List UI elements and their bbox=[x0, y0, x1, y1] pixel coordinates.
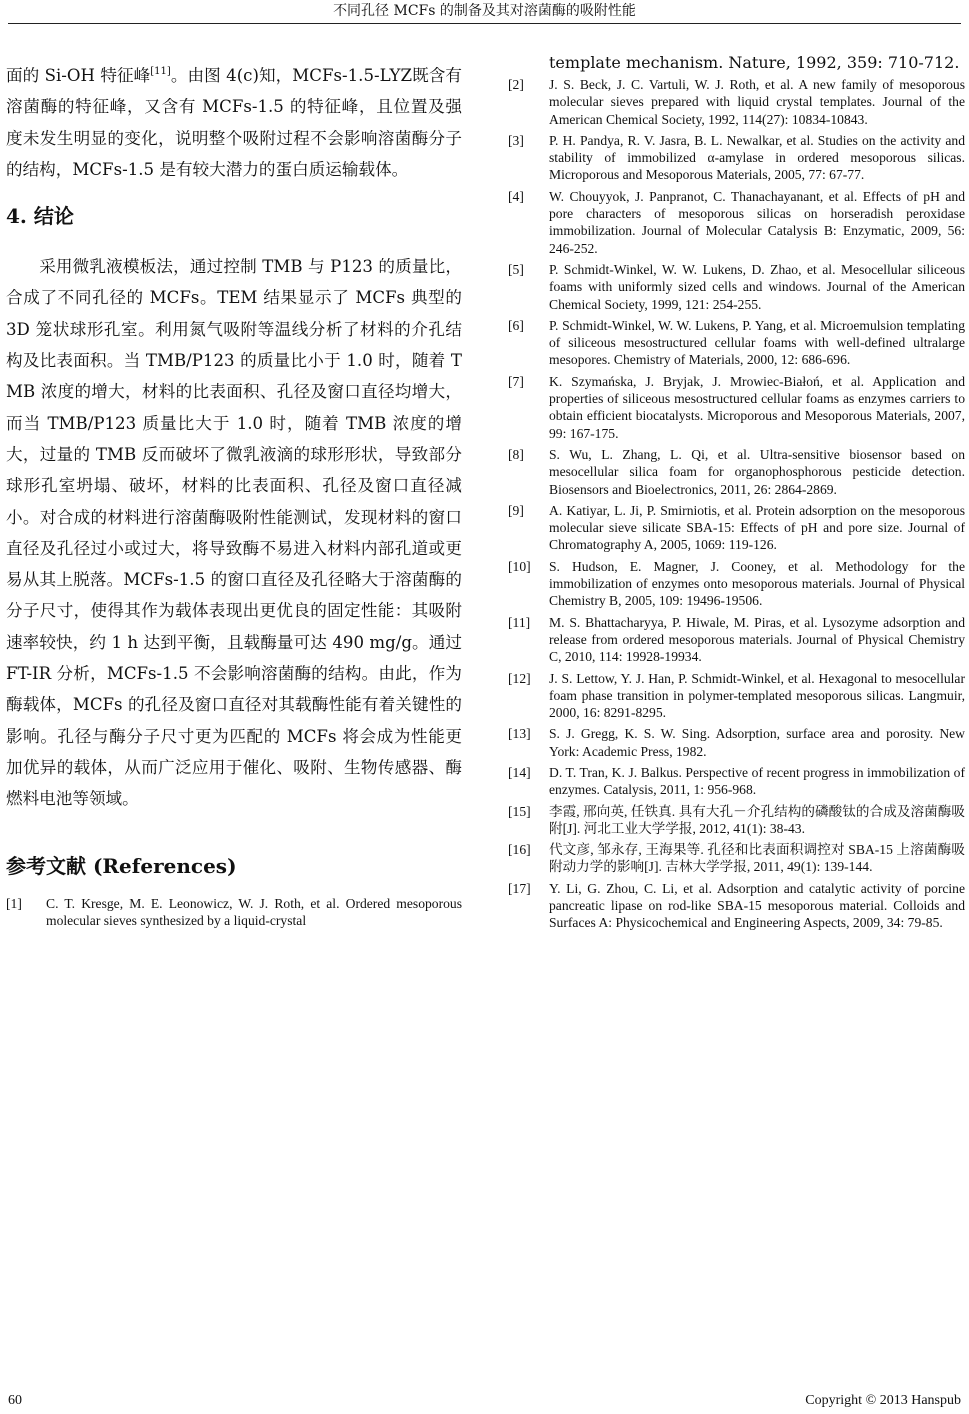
references-title: 参考文献 (References) bbox=[6, 853, 237, 878]
reference-text: P. Schmidt-Winkel, W. W. Lukens, P. Yang, et al. Microemulsion templating of siliceous mesostructured cellular foams with well-defined ultralarge mesopores. Chemistry of Materials, 2000, 12: 686-696. bbox=[549, 317, 965, 368]
reference-number: [8] bbox=[508, 446, 524, 462]
reference-item bbox=[508, 614, 965, 666]
reference-item bbox=[508, 670, 965, 722]
reference-number: [16] bbox=[508, 842, 531, 858]
reference-text: C. T. Kresge, M. E. Leonowicz, W. J. Roth, et al. Ordered mesoporous molecular sieves synthesized by a liquid-crystal bbox=[46, 895, 462, 928]
reference-number: [11] bbox=[508, 614, 531, 630]
citation-link[interactable]: [11] bbox=[150, 66, 171, 77]
reference-text: K. Szymańska, J. Bryjak, J. Mrowiec-Białoń, et al. Application and properties of siliceous mesostructured cellular foams as enzymes carriers to obtain efficient biocatalysts. Microporous and Mesoporous Materials, 2007, 99: 167-175. bbox=[549, 373, 965, 441]
left-column bbox=[6, 60, 462, 933]
intro-rest: 。由图 4(c)知，MCFs-1.5-LYZ既含有溶菌酶的特征峰，又含有 MCFs-1.5 的特征峰，且位置及强度未发生明显的变化，说明整个吸附过程不会影响溶菌酶分子的结构，MCFs-1.5 是有较大潜力的蛋白质运输载体。 bbox=[6, 66, 462, 179]
reference-item bbox=[508, 841, 965, 876]
reference-number: [6] bbox=[508, 317, 524, 333]
reference-number: [9] bbox=[508, 502, 524, 518]
reference-text: S. J. Gregg, K. S. W. Sing. Adsorption, surface area and porosity. New York: Academic Press, 1982. bbox=[549, 726, 965, 759]
copyright: Copyright © 2013 Hanspub bbox=[805, 1393, 961, 1408]
reference-number: [12] bbox=[508, 670, 531, 686]
reference-item bbox=[508, 317, 965, 369]
page-number: 60 bbox=[8, 1393, 22, 1408]
reference-item bbox=[508, 558, 965, 610]
reference-item bbox=[508, 373, 965, 442]
reference-item bbox=[508, 502, 965, 554]
reference-text: W. Chouyyok, J. Panpranot, C. Thanachayanant, et al. Effects of pH and pore characters of mesoporous silicas on horseradish peroxidase immobilization. Journal of Molecular Catalysis B: Enzymatic, 2009, 56: 246-252. bbox=[549, 188, 965, 256]
intro-paragraph bbox=[6, 60, 462, 185]
reference-number: [5] bbox=[508, 261, 524, 277]
reference-text: S. Hudson, E. Magner, J. Cooney, et al. Methodology for the immobilization of enzymes onto mesoporous materials. Journal of Physical Chemistry B, 2005, 109: 19496-19506. bbox=[549, 558, 965, 609]
reference-text: A. Katiyar, L. Ji, P. Smirniotis, et al. Protein adsorption on the mesoporous molecular sieve silicate SBA-15: Effects of pH and pore size. Journal of Chromatography A, 2005, 1069: 119-126. bbox=[549, 502, 965, 553]
reference-item bbox=[508, 803, 965, 838]
reference-text: P. H. Pandya, R. V. Jasra, B. L. Newalkar, et al. Studies on the activity and stability of immobilized α-amylase in ordered mesoporous silicas. Microporous and Mesoporous Materials, 2005, 77: 67-77. bbox=[549, 132, 965, 183]
right-column bbox=[508, 53, 965, 936]
reference-number: [15] bbox=[508, 803, 531, 819]
reference-text: P. Schmidt-Winkel, W. W. Lukens, D. Zhao, et al. Mesocellular siliceous foams with uniformly sized cells and windows. Journal of the American Chemical Society, 1999, 121: 254-255. bbox=[549, 261, 965, 312]
reference-item bbox=[6, 895, 462, 930]
reference-continuation: template mechanism. Nature, 1992, 359: 710-712. bbox=[549, 53, 960, 72]
intro-text: 面的 Si-OH 特征峰 bbox=[6, 66, 151, 85]
running-header: 不同孔径 MCFs 的制备及其对溶菌酶的吸附性能 bbox=[333, 3, 636, 19]
reference-text: 李霞, 邢向英, 任铁真. 具有大孔－介孔结构的磷酸钛的合成及溶菌酶吸附[J]. 河北工业大学学报, 2012, 41(1): 38-43. bbox=[549, 803, 965, 836]
reference-text: S. Wu, L. Zhang, L. Qi, et al. Ultra-sensitive biosensor based on mesocellular silica foam for organophosphorous pesticide detection. Biosensors and Bioelectronics, 2011, 26: 2864-2869. bbox=[549, 446, 965, 497]
reference-item bbox=[508, 880, 965, 932]
reference-text: Y. Li, G. Zhou, C. Li, et al. Adsorption and catalytic activity of porcine pancreatic lipase on rod-like SBA-15 mesoporous material. Colloids and Surfaces A: Physicochemical and Engineering Aspects, 2009, 34: 79-85. bbox=[549, 880, 965, 931]
reference-item bbox=[508, 261, 965, 313]
reference-number: [2] bbox=[508, 77, 524, 92]
reference-item bbox=[508, 764, 965, 799]
reference-number: [3] bbox=[508, 132, 524, 148]
reference-number: [4] bbox=[508, 188, 524, 204]
reference-text: D. T. Tran, K. J. Balkus. Perspective of recent progress in immobilization of enzymes. Catalysis, 2011, 1: 956-968. bbox=[549, 764, 965, 798]
conclusion-paragraph: 采用微乳液模板法，通过控制 TMB 与 P123 的质量比，合成了不同孔径的 MCFs。TEM 结果显示了 MCFs 典型的 3D 笼状球形孔室。利用氮气吸附等温线分析了材料的介孔结构及比表面积。当 TMB/P123 的质量比小于 1.0 时，随着 TMB 浓度的增大，材料的比表面积、孔径及窗口直径均增大，而当 TMB/P123 质量比大于 1.0 时，随着 TMB 浓度的增大，过量的 TMB 反而破坏了微乳液滴的球形形状，导致部分球形孔室坍塌、破坏，材料的比表面积、孔径及窗口直径减小。对合成的材料进行溶菌酶吸附性能测试，发现材料的窗口直径及孔径过小或过大，将导致酶不易进入材料内部孔道或更易从其上脱落。MCFs-1.5 的窗口直径及孔径略大于溶菌酶的分子尺寸，使得其作为载体表现出更优良的固定性能：其吸附速率较快，约 1 h 达到平衡，且载酶量可达 490 mg/g。通过 FT-IR 分析，MCFs-1.5 不会影响溶菌酶的结构。由此，作为酶载体，MCFs 的孔径及窗口直径对其载酶性能有着关键性的影响。孔径与酶分子尺寸更为匹配的 MCFs 将会成为性能更加优异的载体，从而广泛应用于催化、吸附、生物传感器、酶燃料电池等领域。 bbox=[6, 257, 462, 809]
reference-number: [14] bbox=[508, 764, 531, 780]
reference-item bbox=[508, 446, 965, 498]
reference-item bbox=[508, 725, 965, 760]
header-rule bbox=[8, 23, 961, 24]
reference-text: J. S. Beck, J. C. Vartuli, W. J. Roth, et al. A new family of mesoporous molecular sieves prepared with liquid crystal templates. Journal of the American Chemical Society, 1992, 114(27): 10834-10843. bbox=[549, 77, 965, 127]
reference-text: 代文彦, 邹永存, 王海果等. 孔径和比表面积调控对 SBA-15 上溶菌酶吸附动力学的影响[J]. 吉林大学学报, 2011, 49(1): 139-144. bbox=[549, 842, 965, 875]
reference-number: [1] bbox=[6, 895, 22, 911]
reference-number: [17] bbox=[508, 880, 531, 896]
reference-text: J. S. Lettow, Y. J. Han, P. Schmidt-Winkel, et al. Hexagonal to mesocellular foam phase transition in polymer-templated mesoporous silicas. Langmuir, 2000, 16: 8291-8295. bbox=[549, 670, 965, 721]
reference-number: [13] bbox=[508, 726, 531, 742]
reference-item bbox=[508, 188, 965, 257]
section-title-conclusion: 4. 结论 bbox=[6, 204, 74, 229]
reference-list bbox=[508, 76, 965, 932]
reference-item bbox=[508, 76, 965, 128]
reference-number: [10] bbox=[508, 558, 531, 574]
reference-item bbox=[508, 132, 965, 184]
reference-text: M. S. Bhattacharyya, P. Hiwale, M. Piras, et al. Lysozyme adsorption and release from ordered mesoporous materials. Journal of Physical Chemistry C, 2010, 114: 19928-19934. bbox=[549, 614, 965, 665]
reference-number: [7] bbox=[508, 373, 524, 389]
